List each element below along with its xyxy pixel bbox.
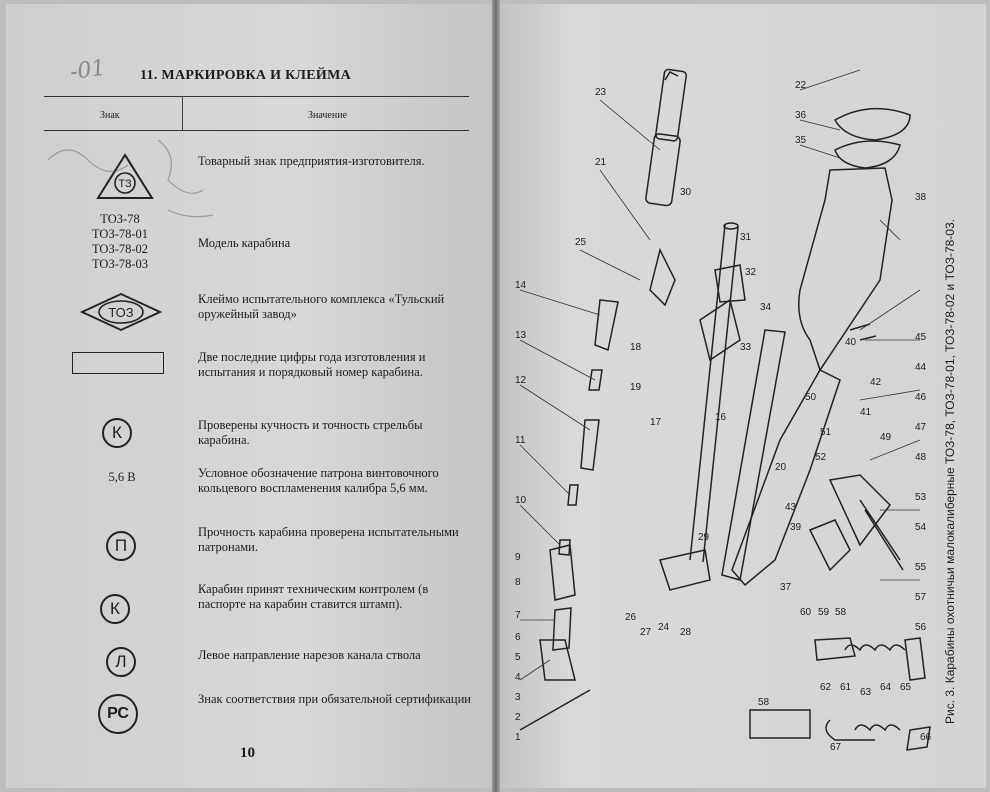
- section-heading: 11. МАРКИРОВКА И КЛЕЙМА: [140, 68, 352, 83]
- svg-text:18: 18: [630, 342, 642, 353]
- meaning-row-4: Две последние цифры года изготовления и испытания и порядковый номер карабина.: [198, 350, 426, 379]
- svg-text:63: 63: [860, 687, 872, 698]
- manufacturer-trademark-icon: [94, 152, 156, 202]
- svg-text:44: 44: [915, 362, 927, 373]
- svg-text:23: 23: [595, 87, 607, 98]
- svg-text:12: 12: [515, 375, 527, 386]
- svg-text:48: 48: [915, 452, 927, 463]
- svg-text:36: 36: [795, 110, 807, 121]
- svg-text:38: 38: [915, 192, 927, 203]
- svg-text:27: 27: [640, 627, 652, 638]
- meaning-row-1: Товарный знак предприятия-изготовителя.: [198, 154, 425, 168]
- svg-text:28: 28: [680, 627, 692, 638]
- svg-text:62: 62: [820, 682, 832, 693]
- svg-text:56: 56: [915, 622, 927, 633]
- svg-text:1: 1: [515, 732, 521, 743]
- svg-text:ТЗ: ТЗ: [118, 178, 132, 190]
- column-header-meaning: Значение: [308, 110, 348, 121]
- svg-text:60: 60: [800, 607, 812, 618]
- meaning-row-10: Знак соответствия при обязательной сертификации: [198, 692, 471, 706]
- svg-text:33: 33: [740, 342, 752, 353]
- svg-text:32: 32: [745, 267, 757, 278]
- svg-text:54: 54: [915, 522, 927, 533]
- svg-text:29: 29: [698, 532, 710, 543]
- inspection-k-mark: К: [100, 594, 130, 624]
- svg-text:7: 7: [515, 610, 521, 621]
- svg-text:8: 8: [515, 577, 521, 588]
- year-number-box: [72, 352, 164, 374]
- svg-text:35: 35: [795, 135, 807, 146]
- svg-text:58: 58: [758, 697, 770, 708]
- svg-text:6: 6: [515, 632, 521, 643]
- svg-text:25: 25: [575, 237, 587, 248]
- meaning-row-5: Проверены кучность и точность стрельбы карабина.: [198, 418, 423, 447]
- svg-text:37: 37: [780, 582, 792, 593]
- svg-text:34: 34: [760, 302, 772, 313]
- svg-text:9: 9: [515, 552, 521, 563]
- svg-text:40: 40: [845, 337, 857, 348]
- svg-text:50: 50: [805, 392, 817, 403]
- proof-p-mark: П: [106, 531, 136, 561]
- svg-text:52: 52: [815, 452, 827, 463]
- cartridge-mark: 5,6 В: [108, 470, 136, 484]
- svg-text:39: 39: [790, 522, 802, 533]
- meaning-row-6: Условное обозначение патрона винтовочного кольцевого воспламенения калибра 5,6 мм.: [198, 466, 439, 495]
- svg-text:3: 3: [515, 692, 521, 703]
- certification-rs-mark: РС: [98, 694, 138, 734]
- svg-text:47: 47: [915, 422, 927, 433]
- svg-text:4: 4: [515, 672, 521, 683]
- svg-text:65: 65: [900, 682, 912, 693]
- svg-text:51: 51: [820, 427, 832, 438]
- svg-text:26: 26: [625, 612, 637, 623]
- svg-text:17: 17: [650, 417, 662, 428]
- accuracy-k-mark: К: [102, 418, 132, 448]
- svg-text:22: 22: [795, 80, 807, 91]
- svg-text:66: 66: [920, 732, 932, 743]
- table-top-rule: [44, 96, 469, 97]
- svg-text:ТОЗ: ТОЗ: [108, 305, 134, 320]
- svg-text:61: 61: [840, 682, 852, 693]
- svg-text:49: 49: [880, 432, 892, 443]
- svg-text:24: 24: [658, 622, 670, 633]
- meaning-row-3: Клеймо испытательного комплекса «Тульский оружейный завод»: [198, 292, 445, 321]
- exploded-parts-diagram: [500, 40, 940, 760]
- svg-text:41: 41: [860, 407, 872, 418]
- toz-stamp-icon: [80, 292, 162, 332]
- figure-caption: Рис. 3. Карабины охотничьи малокалиберные ТОЗ-78, ТОЗ-78-01, ТОЗ-78-02 и ТОЗ-78-03.: [943, 219, 957, 724]
- svg-text:21: 21: [595, 157, 607, 168]
- svg-text:42: 42: [870, 377, 882, 388]
- svg-text:13: 13: [515, 330, 527, 341]
- svg-text:2: 2: [515, 712, 521, 723]
- svg-text:53: 53: [915, 492, 927, 503]
- svg-text:5: 5: [515, 652, 521, 663]
- model-list: ТОЗ-78 ТОЗ-78-01 ТОЗ-78-02 ТОЗ-78-03: [91, 212, 149, 271]
- svg-text:59: 59: [818, 607, 830, 618]
- svg-text:19: 19: [630, 382, 642, 393]
- svg-text:46: 46: [915, 392, 927, 403]
- column-divider: [182, 96, 183, 130]
- svg-text:64: 64: [880, 682, 892, 693]
- meaning-row-2: Модель карабина: [198, 236, 291, 250]
- svg-text:58: 58: [835, 607, 847, 618]
- meaning-row-7: Прочность карабина проверена испытательными патронами.: [198, 525, 459, 554]
- svg-text:57: 57: [915, 592, 927, 603]
- svg-text:31: 31: [740, 232, 752, 243]
- svg-text:16: 16: [715, 412, 727, 423]
- svg-text:10: 10: [515, 495, 527, 506]
- table-header-rule: [44, 130, 469, 131]
- book-gutter: [492, 0, 500, 792]
- svg-text:43: 43: [785, 502, 797, 513]
- column-header-sign: Знак: [100, 110, 120, 121]
- handwritten-note: -01: [68, 55, 108, 86]
- page-number: 10: [240, 745, 255, 761]
- svg-text:20: 20: [775, 462, 787, 473]
- svg-text:11: 11: [515, 435, 526, 446]
- svg-text:14: 14: [515, 280, 527, 291]
- svg-text:30: 30: [680, 187, 692, 198]
- meaning-row-8: Карабин принят техническим контролем (в паспорте на карабин ставится штамп).: [198, 582, 429, 611]
- svg-text:55: 55: [915, 562, 927, 573]
- left-rifling-l-mark: Л: [106, 647, 136, 677]
- svg-text:67: 67: [830, 742, 842, 753]
- svg-text:45: 45: [915, 332, 927, 343]
- meaning-row-9: Левое направление нарезов канала ствола: [198, 648, 421, 662]
